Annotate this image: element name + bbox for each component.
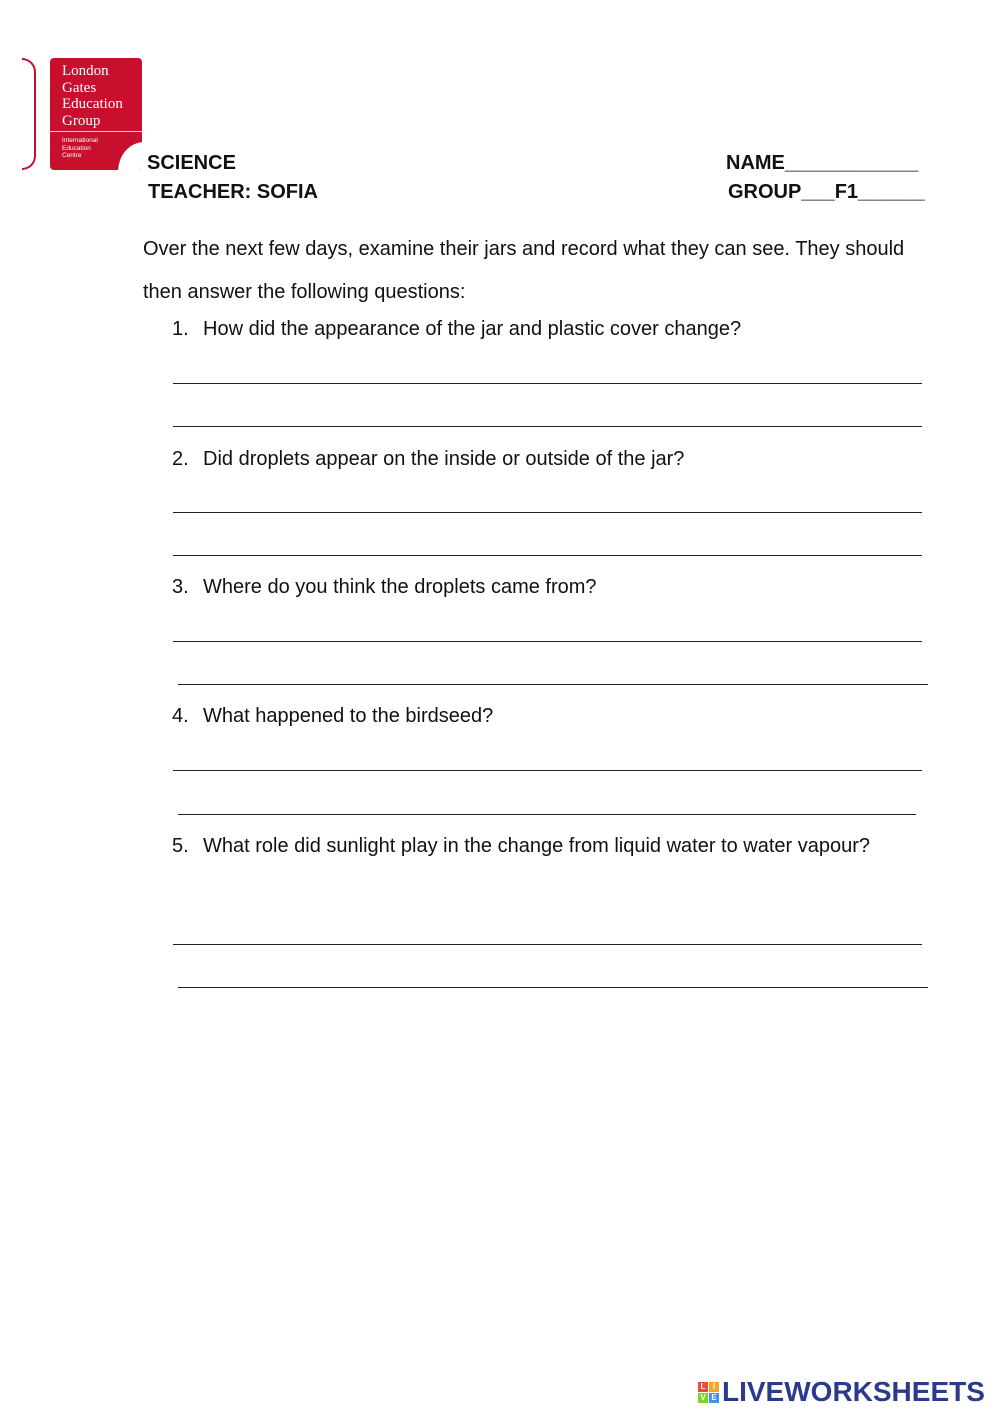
question-item xyxy=(172,695,903,738)
icon-letter: I xyxy=(709,1382,719,1392)
answer-line[interactable] xyxy=(173,383,922,384)
answer-line[interactable] xyxy=(178,814,916,815)
question-item xyxy=(172,566,903,609)
logo-sub-line: International xyxy=(62,137,98,144)
question-number: 3. xyxy=(172,576,189,598)
logo-line: London xyxy=(62,63,109,79)
logo-sub-line: Education xyxy=(62,144,91,152)
logo-line: Group xyxy=(62,112,101,129)
logo-sub-line: Centre xyxy=(62,152,82,159)
liveworksheets-brand xyxy=(698,1377,985,1407)
question-item xyxy=(172,825,903,868)
logo-line: Education xyxy=(62,96,123,112)
icon-letter: L xyxy=(698,1382,708,1392)
question-item xyxy=(172,438,903,481)
question-text: Did droplets appear on the inside or outside of the jar? xyxy=(203,448,685,470)
answer-line[interactable] xyxy=(173,770,922,771)
teacher-label: TEACHER: SOFIA xyxy=(148,181,318,203)
answer-line[interactable] xyxy=(173,512,922,513)
question-number: 5. xyxy=(172,835,189,857)
question-number: 1. xyxy=(172,318,189,340)
liveworksheets-wordmark: LIVEWORKSHEETS xyxy=(722,1376,985,1407)
question-item xyxy=(172,308,903,351)
question-number: 4. xyxy=(172,705,189,727)
question-text: How did the appearance of the jar and plastic cover change? xyxy=(203,318,742,340)
instructions-text: Over the next few days, examine their jars and record what they can see. They should then answer the following questions: xyxy=(143,238,905,303)
logo-subtitle xyxy=(62,137,98,160)
logo-notch xyxy=(118,142,142,170)
logo-name xyxy=(62,63,123,129)
question-text: What happened to the birdseed? xyxy=(203,705,494,727)
logo-line: Gates xyxy=(62,79,97,96)
question-text: What role did sunlight play in the change from liquid water to water vapour? xyxy=(203,835,871,857)
name-field: NAME____________ xyxy=(726,152,919,174)
question-number: 2. xyxy=(172,448,189,470)
group-field: GROUP___F1______ xyxy=(728,181,925,203)
liveworksheets-icon xyxy=(698,1382,719,1403)
icon-letter: V xyxy=(698,1393,708,1403)
answer-line[interactable] xyxy=(173,944,922,945)
school-logo xyxy=(50,58,142,170)
answer-line[interactable] xyxy=(173,641,922,642)
subject-label: SCIENCE xyxy=(147,152,236,174)
answer-line[interactable] xyxy=(173,426,922,427)
answer-line[interactable] xyxy=(178,684,928,685)
logo-bracket xyxy=(22,58,36,170)
logo-divider xyxy=(50,131,142,132)
answer-line[interactable] xyxy=(178,987,928,988)
question-text: Where do you think the droplets came from? xyxy=(203,576,597,598)
icon-letter: E xyxy=(709,1393,719,1403)
answer-line[interactable] xyxy=(173,555,922,556)
